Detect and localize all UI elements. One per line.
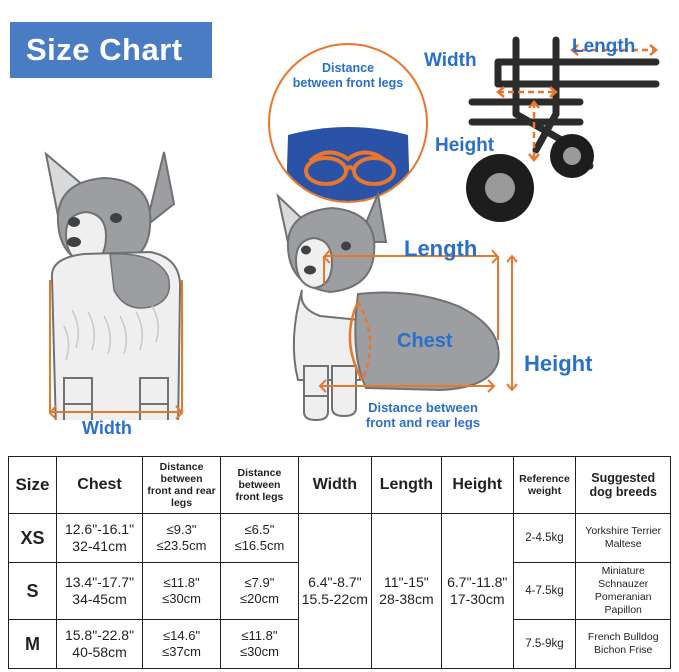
header-dfr-line2: front and rear legs: [147, 485, 216, 509]
row-m-chest: [56, 620, 142, 669]
header-length: Length: [371, 457, 441, 514]
header-size: Size: [9, 457, 57, 514]
row-xs-dfr-cm: ≤23.5cm: [156, 538, 207, 553]
header-width: Width: [298, 457, 371, 514]
row-m-breeds: [576, 620, 671, 669]
row-xs-breed2: Maltese: [604, 538, 642, 550]
header-chest: Chest: [56, 457, 142, 514]
row-s-breeds: [576, 563, 671, 620]
merged-width-cm: 15.5-22cm: [301, 591, 368, 607]
row-m-size: M: [9, 620, 57, 669]
header-distance-front-legs: [221, 457, 299, 514]
row-xs-chest-in: 12.6"-16.1": [64, 521, 135, 537]
row-s-breed3: Papillon: [604, 604, 642, 616]
row-m-breed1: French Bulldog: [587, 631, 659, 643]
header-breeds-line2: dog breeds: [589, 485, 657, 499]
row-s-dfl-in: ≤7.9": [244, 575, 275, 590]
row-s-dist-front-legs: [221, 563, 299, 620]
row-xs-dfl-in: ≤6.5": [244, 522, 275, 537]
merged-width-cell: [298, 514, 371, 669]
header-refw-line1: Reference: [519, 473, 570, 485]
size-chart-table: [8, 456, 671, 669]
merged-width-in: 6.4"-8.7": [308, 574, 362, 590]
front-dog-width-label: Width: [82, 418, 132, 438]
row-xs-breed1: Yorkshire Terrier: [585, 525, 662, 537]
row-s-breed2: Pomeranian: [594, 591, 652, 603]
row-m-chest-in: 15.8"-22.8": [64, 627, 135, 643]
row-s-dist-front-rear: [143, 563, 221, 620]
side-dog-distance-line1: Distance between: [368, 400, 478, 415]
row-xs-reference-weight: 2-4.5kg: [513, 514, 576, 563]
front-legs-distance-inset: [268, 43, 428, 203]
table-header-row: [9, 457, 671, 514]
header-suggested-breeds: [576, 457, 671, 514]
merged-length-cm: 28-38cm: [379, 591, 434, 607]
page-title-banner: [10, 22, 212, 78]
wheelchair-width-label: Width: [424, 50, 477, 71]
row-xs-dist-front-legs: [221, 514, 299, 563]
side-dog-chest-label: Chest: [397, 330, 453, 352]
side-view-dog-illustration: [262, 190, 532, 430]
side-dog-length-label: Length: [404, 236, 478, 261]
front-view-dog-illustration: [22, 130, 212, 420]
row-xs-chest-cm: 32-41cm: [72, 538, 127, 554]
row-s-chest-cm: 34-45cm: [72, 591, 127, 607]
row-m-dfl-cm: ≤30cm: [239, 644, 279, 659]
header-breeds-line1: Suggested: [591, 471, 656, 485]
header-dfl-line1: Distance between: [237, 467, 282, 491]
row-m-dist-front-legs: [221, 620, 299, 669]
merged-height-cell: [442, 514, 513, 669]
merged-height-in: 6.7"-11.8": [447, 574, 508, 590]
header-reference-weight: [513, 457, 576, 514]
header-dfl-line2: front legs: [235, 491, 284, 503]
side-dog-distance-line2: front and rear legs: [365, 415, 481, 430]
row-s-reference-weight: 4-7.5kg: [513, 563, 576, 620]
page-title: Size Chart: [26, 32, 183, 67]
inset-caption-line1: Distance: [321, 61, 375, 75]
wheelchair-height-label: Height: [435, 135, 495, 156]
row-xs-breeds: [576, 514, 671, 563]
row-xs-dfl-cm: ≤16.5cm: [234, 538, 285, 553]
row-xs-chest: [56, 514, 142, 563]
row-s-dfr-in: ≤11.8": [163, 575, 200, 590]
merged-length-cell: [371, 514, 441, 669]
row-m-dfl-in: ≤11.8": [241, 628, 278, 643]
row-m-dfr-in: ≤14.6": [163, 628, 201, 643]
row-m-reference-weight: 7.5-9kg: [513, 620, 576, 669]
header-refw-line2: weight: [527, 485, 562, 497]
merged-height-cm: 17-30cm: [450, 591, 505, 607]
wheelchair-length-label: Length: [572, 36, 636, 57]
row-m-breed2: Bichon Frise: [594, 644, 653, 656]
row-m-dfr-cm: ≤37cm: [162, 644, 202, 659]
inset-caption-line2: between front legs: [292, 76, 404, 90]
side-dog-height-label: Height: [524, 351, 593, 376]
header-distance-front-rear: [143, 457, 221, 514]
row-s-chest: [56, 563, 142, 620]
row-xs-dist-front-rear: [143, 514, 221, 563]
row-s-dfr-cm: ≤30cm: [162, 591, 202, 606]
row-xs-size: XS: [9, 514, 57, 563]
inset-caption: [270, 61, 426, 91]
row-xs-dfr-in: ≤9.3": [166, 522, 197, 537]
row-s-size: S: [9, 563, 57, 620]
row-s-chest-in: 13.4"-17.7": [64, 574, 135, 590]
merged-length-in: 11"-15": [384, 574, 429, 590]
row-s-dfl-cm: ≤20cm: [239, 591, 279, 606]
side-dog-distance-label: [348, 400, 498, 430]
row-s-breed1: Miniature Schnauzer: [598, 565, 649, 590]
header-height: Height: [442, 457, 513, 514]
header-dfr-line1: Distance between: [159, 461, 204, 485]
table-row: [9, 514, 671, 563]
row-m-chest-cm: 40-58cm: [72, 644, 127, 660]
row-m-dist-front-rear: [143, 620, 221, 669]
